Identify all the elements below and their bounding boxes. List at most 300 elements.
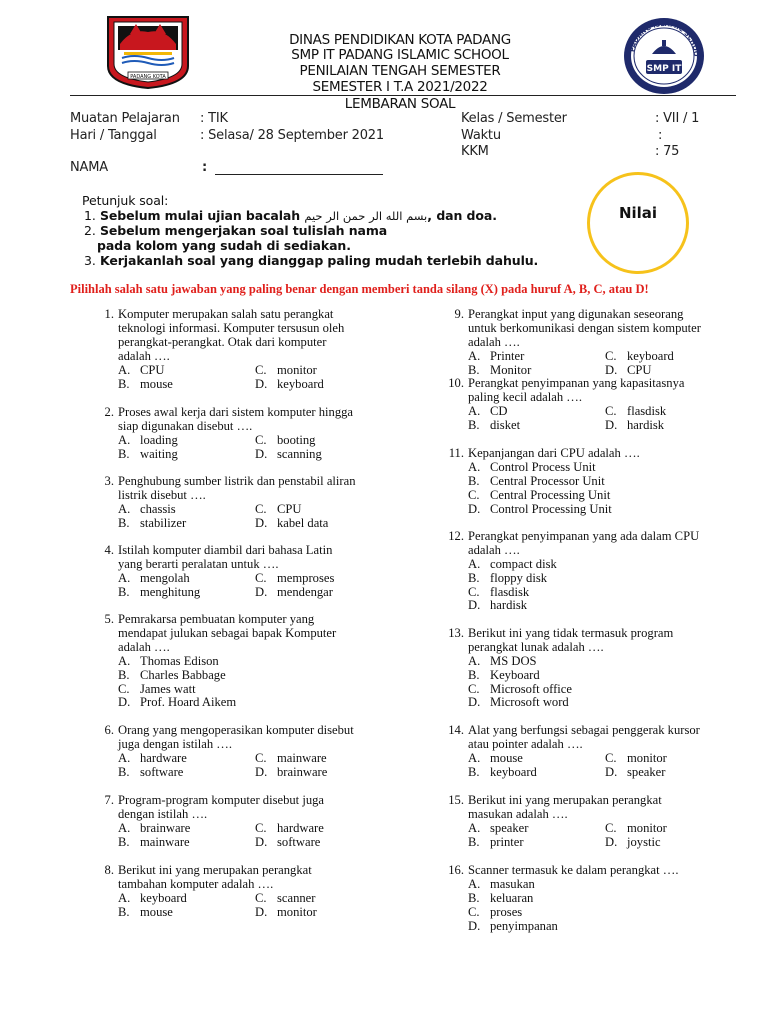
answer-option[interactable] <box>255 503 302 517</box>
option-letter: D. <box>468 598 481 613</box>
answer-options <box>468 558 744 614</box>
answer-option[interactable] <box>468 822 528 836</box>
option-letter: C. <box>255 570 267 585</box>
question-number: 4. <box>104 543 114 557</box>
question-14 <box>444 724 744 780</box>
instruction-2-line1: Sebelum mengerjakan soal tulislah nama <box>100 223 388 238</box>
option-letter: B. <box>118 376 130 391</box>
answer-option[interactable] <box>605 350 674 364</box>
option-text: Central Processing Unit <box>490 487 611 502</box>
answer-option[interactable] <box>605 822 667 836</box>
option-letter: A. <box>118 432 131 447</box>
option-letter: C. <box>605 820 617 835</box>
answer-option[interactable] <box>255 364 317 378</box>
question-text-line: Komputer merupakan salah satu perangkat <box>118 307 334 321</box>
question-text-line: mendapat julukan sebagai bapak Komputer <box>118 625 337 640</box>
question-text-line: siap digunakan disebut …. <box>118 418 253 433</box>
score-label: Nilai <box>618 204 658 222</box>
option-row <box>468 752 744 766</box>
option-row <box>118 448 394 462</box>
option-letter: B. <box>118 834 130 849</box>
option-row <box>118 766 394 780</box>
option-letter: D. <box>255 904 268 919</box>
option-text: brainware <box>140 820 191 835</box>
option-letter: D. <box>605 362 618 377</box>
question-text <box>468 308 744 350</box>
option-text: hardisk <box>490 598 528 613</box>
option-text: Monitor <box>490 362 532 377</box>
option-text: speaker <box>627 764 666 779</box>
instruction-3-number: 3. <box>84 253 96 268</box>
score-circle[interactable] <box>587 172 689 274</box>
option-row <box>468 572 744 586</box>
question-text <box>118 308 394 364</box>
option-text: proses <box>490 904 523 919</box>
option-text: waiting <box>140 446 178 461</box>
option-letter: D. <box>468 501 481 516</box>
option-letter: B. <box>118 904 130 919</box>
option-letter: B. <box>118 667 130 682</box>
option-letter: A. <box>118 501 131 516</box>
option-row <box>468 766 744 780</box>
answer-option[interactable] <box>605 405 666 419</box>
question-text-line: Perangkat input yang digunakan seseorang <box>468 307 684 321</box>
option-row <box>468 696 744 710</box>
question-text-line: Scanner termasuk ke dalam perangkat …. <box>468 863 679 877</box>
answer-option[interactable] <box>468 766 537 780</box>
option-text: Thomas Edison <box>140 653 219 668</box>
question-2 <box>94 406 394 462</box>
answer-option[interactable] <box>468 906 522 920</box>
question-text-line: Berikut ini yang merupakan perangkat <box>118 863 312 877</box>
option-row <box>118 517 394 531</box>
option-text: CPU <box>627 362 652 377</box>
option-row <box>118 378 394 392</box>
question-text-line: dengan istilah …. <box>118 806 208 821</box>
question-3 <box>94 475 394 531</box>
answer-option[interactable] <box>118 766 183 780</box>
option-row <box>468 836 744 850</box>
answer-option[interactable] <box>118 892 187 906</box>
option-text: printer <box>490 834 524 849</box>
question-1 <box>94 308 394 391</box>
option-letter: A. <box>468 820 481 835</box>
answer-options <box>468 752 744 780</box>
option-text: software <box>277 834 321 849</box>
instruction-3-text: Kerjakanlah soal yang dianggap paling mudah terlebih dahulu. <box>100 253 539 268</box>
right-logo-label: SMP IT <box>646 64 682 74</box>
option-text: masukan <box>490 876 535 891</box>
answer-option[interactable] <box>468 878 535 892</box>
question-number: 12. <box>448 529 464 543</box>
question-text-line: Istilah komputer diambil dari bahasa Latin <box>118 543 333 557</box>
question-text-line: Kepanjangan dari CPU adalah …. <box>468 446 640 460</box>
option-letter: C. <box>468 904 480 919</box>
option-text: monitor <box>277 904 317 919</box>
question-number: 13. <box>448 626 464 640</box>
kkm-value: : 75 <box>655 144 680 159</box>
day-date-value: : Selasa/ 28 September 2021 <box>200 128 384 143</box>
answer-option[interactable] <box>468 461 596 475</box>
option-row <box>118 906 394 920</box>
question-15 <box>444 794 744 850</box>
option-row <box>118 655 394 669</box>
question-text-line: Penghubung sumber listrik dan penstabil aliran <box>118 474 356 488</box>
option-text: MS DOS <box>490 653 537 668</box>
option-letter: D. <box>468 695 481 710</box>
option-text: Microsoft word <box>490 695 569 710</box>
option-letter: C. <box>605 348 617 363</box>
question-text-line: tambahan komputer adalah …. <box>118 876 274 891</box>
option-letter: C. <box>255 501 267 516</box>
answer-options <box>118 572 394 600</box>
answer-option[interactable] <box>118 517 186 531</box>
question-16 <box>444 864 744 933</box>
question-number: 8. <box>104 863 114 877</box>
subject-label: Muatan Pelajaran <box>70 111 180 126</box>
question-text-line: adalah …. <box>118 348 170 363</box>
basmalah: بسم الله الر حمن الر حيم <box>304 209 428 223</box>
option-letter: D. <box>255 446 268 461</box>
option-row <box>468 405 744 419</box>
answer-option[interactable] <box>118 434 178 448</box>
question-text-line: Alat yang berfungsi sebagai penggerak kursor <box>468 723 700 737</box>
option-letter: D. <box>255 584 268 599</box>
option-row <box>118 586 394 600</box>
header-school: SMP IT PADANG ISLAMIC SCHOOL <box>291 47 509 63</box>
answer-options <box>118 434 394 462</box>
header-exam: PENILAIAN TENGAH SEMESTER <box>299 63 501 79</box>
option-letter: A. <box>118 820 131 835</box>
option-text: memproses <box>277 570 335 585</box>
option-letter: C. <box>118 681 130 696</box>
answer-options <box>468 878 744 934</box>
option-letter: C. <box>605 403 617 418</box>
question-text <box>468 864 744 878</box>
option-text: Charles Babbage <box>140 667 226 682</box>
question-number: 3. <box>104 474 114 488</box>
answer-option[interactable] <box>255 572 334 586</box>
answer-option[interactable] <box>468 350 524 364</box>
option-text: Prof. Hoard Aikem <box>140 695 237 710</box>
option-text: CPU <box>277 501 302 516</box>
option-text: booting <box>277 432 316 447</box>
answer-option[interactable] <box>118 364 165 378</box>
option-row <box>118 669 394 683</box>
option-row <box>118 364 394 378</box>
question-text-line: yang berarti peralatan untuk …. <box>118 556 279 571</box>
question-number: 15. <box>448 793 464 807</box>
option-letter: C. <box>255 750 267 765</box>
option-letter: C. <box>255 362 267 377</box>
option-text: flasdisk <box>490 584 530 599</box>
answer-option[interactable] <box>118 669 226 683</box>
option-row <box>468 822 744 836</box>
answer-option[interactable] <box>255 378 324 392</box>
answer-option[interactable] <box>255 836 320 850</box>
option-row <box>468 475 744 489</box>
option-letter: C. <box>468 681 480 696</box>
question-5 <box>94 613 394 710</box>
answer-option[interactable] <box>255 766 327 780</box>
option-letter: D. <box>118 695 131 710</box>
answer-option[interactable] <box>605 419 664 433</box>
option-row <box>118 836 394 850</box>
right-logo-ring-text: PADANG ISLAMIC SCHOO <box>628 19 701 57</box>
option-text: hardware <box>277 820 324 835</box>
option-row <box>468 683 744 697</box>
option-letter: D. <box>605 834 618 849</box>
question-12 <box>444 530 744 613</box>
question-text-line: adalah …. <box>468 542 520 557</box>
answer-option[interactable] <box>468 489 610 503</box>
answer-option[interactable] <box>118 822 190 836</box>
question-number: 6. <box>104 723 114 737</box>
answer-option[interactable] <box>118 836 190 850</box>
instruction-1-end: , dan doa. <box>427 208 497 223</box>
header-semester: SEMESTER I T.A 2021/2022 <box>312 79 488 95</box>
question-text <box>118 406 394 434</box>
option-letter: D. <box>468 918 481 933</box>
option-row <box>468 878 744 892</box>
subject-value: : TIK <box>200 111 228 126</box>
answer-option[interactable] <box>255 434 315 448</box>
answer-options <box>118 655 394 711</box>
question-text <box>118 475 394 503</box>
option-row <box>468 419 744 433</box>
kkm-label: KKM <box>461 144 489 159</box>
instruction-1-text: Sebelum mulai ujian bacalah <box>100 208 301 223</box>
option-text: kabel data <box>277 515 329 530</box>
answer-option[interactable] <box>468 655 537 669</box>
class-semester-label: Kelas / Semester <box>461 111 567 126</box>
question-9 <box>444 308 744 378</box>
option-letter: D. <box>605 417 618 432</box>
option-row <box>118 503 394 517</box>
option-letter: B. <box>118 515 130 530</box>
question-text-line: perangkat lunak adalah …. <box>468 639 604 654</box>
option-row <box>468 892 744 906</box>
option-letter: C. <box>255 432 267 447</box>
smp-it-logo <box>622 16 706 96</box>
answer-instruction: Pilihlah salah satu jawaban yang paling benar dengan memberi tanda silang (X) pada huruf A, B, C, atau D! <box>70 282 649 296</box>
answer-option[interactable] <box>255 517 328 531</box>
answer-option[interactable] <box>468 836 524 850</box>
instruction-1 <box>84 208 497 223</box>
answer-option[interactable] <box>468 586 529 600</box>
answer-options <box>118 822 394 850</box>
answer-option[interactable] <box>468 419 520 433</box>
time-label: Waktu <box>461 128 501 143</box>
class-semester-value: : VII / 1 <box>655 111 700 126</box>
question-8 <box>94 864 394 920</box>
option-letter: A. <box>468 556 481 571</box>
option-letter: B. <box>468 570 480 585</box>
answer-option[interactable] <box>468 683 572 697</box>
option-text: monitor <box>627 820 667 835</box>
answer-option[interactable] <box>468 475 605 489</box>
question-number: 1. <box>104 307 114 321</box>
answer-option[interactable] <box>255 586 333 600</box>
question-text-line: teknologi informasi. Komputer tersusun oleh <box>118 320 345 335</box>
name-label: NAMA <box>70 160 108 175</box>
option-letter: D. <box>255 515 268 530</box>
option-text: Control Process Unit <box>490 459 596 474</box>
answer-option[interactable] <box>468 669 540 683</box>
option-text: keluaran <box>490 890 534 905</box>
answer-option[interactable] <box>118 655 219 669</box>
option-text: keyboard <box>277 376 324 391</box>
option-row <box>468 655 744 669</box>
name-field-line[interactable] <box>215 174 383 175</box>
question-6 <box>94 724 394 780</box>
answer-option[interactable] <box>605 752 667 766</box>
option-text: mainware <box>140 834 190 849</box>
answer-option[interactable] <box>468 558 557 572</box>
answer-options <box>468 405 744 433</box>
option-letter: A. <box>118 362 131 377</box>
option-letter: A. <box>468 750 481 765</box>
option-text: Control Processing Unit <box>490 501 612 516</box>
instruction-3 <box>84 253 538 268</box>
question-number: 9. <box>454 307 464 321</box>
question-text-line: Berikut ini yang tidak termasuk program <box>468 626 674 640</box>
option-text: Keyboard <box>490 667 540 682</box>
answer-option[interactable] <box>605 766 665 780</box>
question-number: 2. <box>104 405 114 419</box>
option-row <box>118 572 394 586</box>
answer-option[interactable] <box>468 892 533 906</box>
option-letter: C. <box>255 890 267 905</box>
option-text: hardware <box>140 750 187 765</box>
option-text: mendengar <box>277 584 333 599</box>
option-letter: A. <box>468 876 481 891</box>
option-letter: C. <box>468 487 480 502</box>
answer-options <box>118 892 394 920</box>
answer-option[interactable] <box>118 503 176 517</box>
answer-options <box>118 752 394 780</box>
option-letter: A. <box>468 459 481 474</box>
option-letter: C. <box>605 750 617 765</box>
option-text: stabilizer <box>140 515 187 530</box>
answer-option[interactable] <box>255 892 315 906</box>
option-text: monitor <box>627 750 667 765</box>
option-letter: D. <box>605 764 618 779</box>
option-text: keyboard <box>140 890 187 905</box>
option-text: hardisk <box>627 417 665 432</box>
option-letter: C. <box>255 820 267 835</box>
option-text: mouse <box>490 750 523 765</box>
answer-option[interactable] <box>118 752 187 766</box>
question-text <box>468 794 744 822</box>
option-row <box>468 669 744 683</box>
question-4 <box>94 544 394 600</box>
option-text: scanner <box>277 890 316 905</box>
answer-option[interactable] <box>468 752 523 766</box>
question-number: 11. <box>448 446 464 460</box>
instruction-1-number: 1. <box>84 208 96 223</box>
question-text <box>468 530 744 558</box>
question-text <box>468 447 744 461</box>
question-text-line: adalah …. <box>118 639 170 654</box>
option-text: flasdisk <box>627 403 667 418</box>
answer-option[interactable] <box>118 378 173 392</box>
question-text-line: juga dengan istilah …. <box>118 736 233 751</box>
option-text: software <box>140 764 184 779</box>
option-row <box>468 503 744 517</box>
answer-option[interactable] <box>118 683 196 697</box>
instructions-title: Petunjuk soal: <box>82 193 169 208</box>
option-letter: B. <box>118 584 130 599</box>
option-text: penyimpanan <box>490 918 558 933</box>
question-text <box>468 724 744 752</box>
option-letter: C. <box>468 584 480 599</box>
option-text: mouse <box>140 376 173 391</box>
header-agency: DINAS PENDIDIKAN KOTA PADANG <box>289 32 511 48</box>
question-text-line: perangkat-perangkat. Otak dari komputer <box>118 334 327 349</box>
option-text: keyboard <box>490 764 537 779</box>
option-text: scanning <box>277 446 322 461</box>
option-letter: B. <box>468 667 480 682</box>
option-row <box>468 586 744 600</box>
answer-option[interactable] <box>118 572 190 586</box>
option-row <box>118 696 394 710</box>
option-text: keyboard <box>627 348 674 363</box>
answer-option[interactable] <box>605 836 661 850</box>
question-text-line: Proses awal kerja dari sistem komputer hingga <box>118 405 354 419</box>
question-text <box>468 377 744 405</box>
answer-option[interactable] <box>468 503 612 517</box>
left-logo-caption: PADANG KOTA <box>130 74 166 80</box>
answer-option[interactable] <box>255 752 327 766</box>
question-text-line: adalah …. <box>468 334 520 349</box>
answer-option[interactable] <box>118 586 200 600</box>
option-text: CPU <box>140 362 165 377</box>
answer-option[interactable] <box>118 906 173 920</box>
sheet-title: LEMBARAN SOAL <box>344 96 456 112</box>
option-letter: B. <box>118 446 130 461</box>
option-letter: B. <box>468 834 480 849</box>
answer-option[interactable] <box>468 405 508 419</box>
option-text: joystic <box>627 834 661 849</box>
option-row <box>468 920 744 934</box>
answer-options <box>468 822 744 850</box>
answer-option[interactable] <box>468 696 569 710</box>
answer-option[interactable] <box>255 822 324 836</box>
option-row <box>118 822 394 836</box>
answer-options <box>118 364 394 392</box>
answer-option[interactable] <box>468 572 547 586</box>
question-text <box>118 864 394 892</box>
answer-option[interactable] <box>118 448 178 462</box>
answer-option[interactable] <box>255 906 317 920</box>
option-letter: A. <box>118 750 131 765</box>
question-text <box>118 544 394 572</box>
answer-option[interactable] <box>468 920 558 934</box>
answer-option[interactable] <box>468 599 527 613</box>
answer-option[interactable] <box>255 448 322 462</box>
option-text: brainware <box>277 764 328 779</box>
option-letter: B. <box>118 764 130 779</box>
option-letter: B. <box>468 473 480 488</box>
question-text-line: Pemrakarsa pembuatan komputer yang <box>118 612 315 626</box>
option-letter: D. <box>255 764 268 779</box>
answer-option[interactable] <box>118 696 236 710</box>
question-text <box>118 613 394 655</box>
option-row <box>468 906 744 920</box>
option-row <box>468 489 744 503</box>
question-number: 16. <box>448 863 464 877</box>
